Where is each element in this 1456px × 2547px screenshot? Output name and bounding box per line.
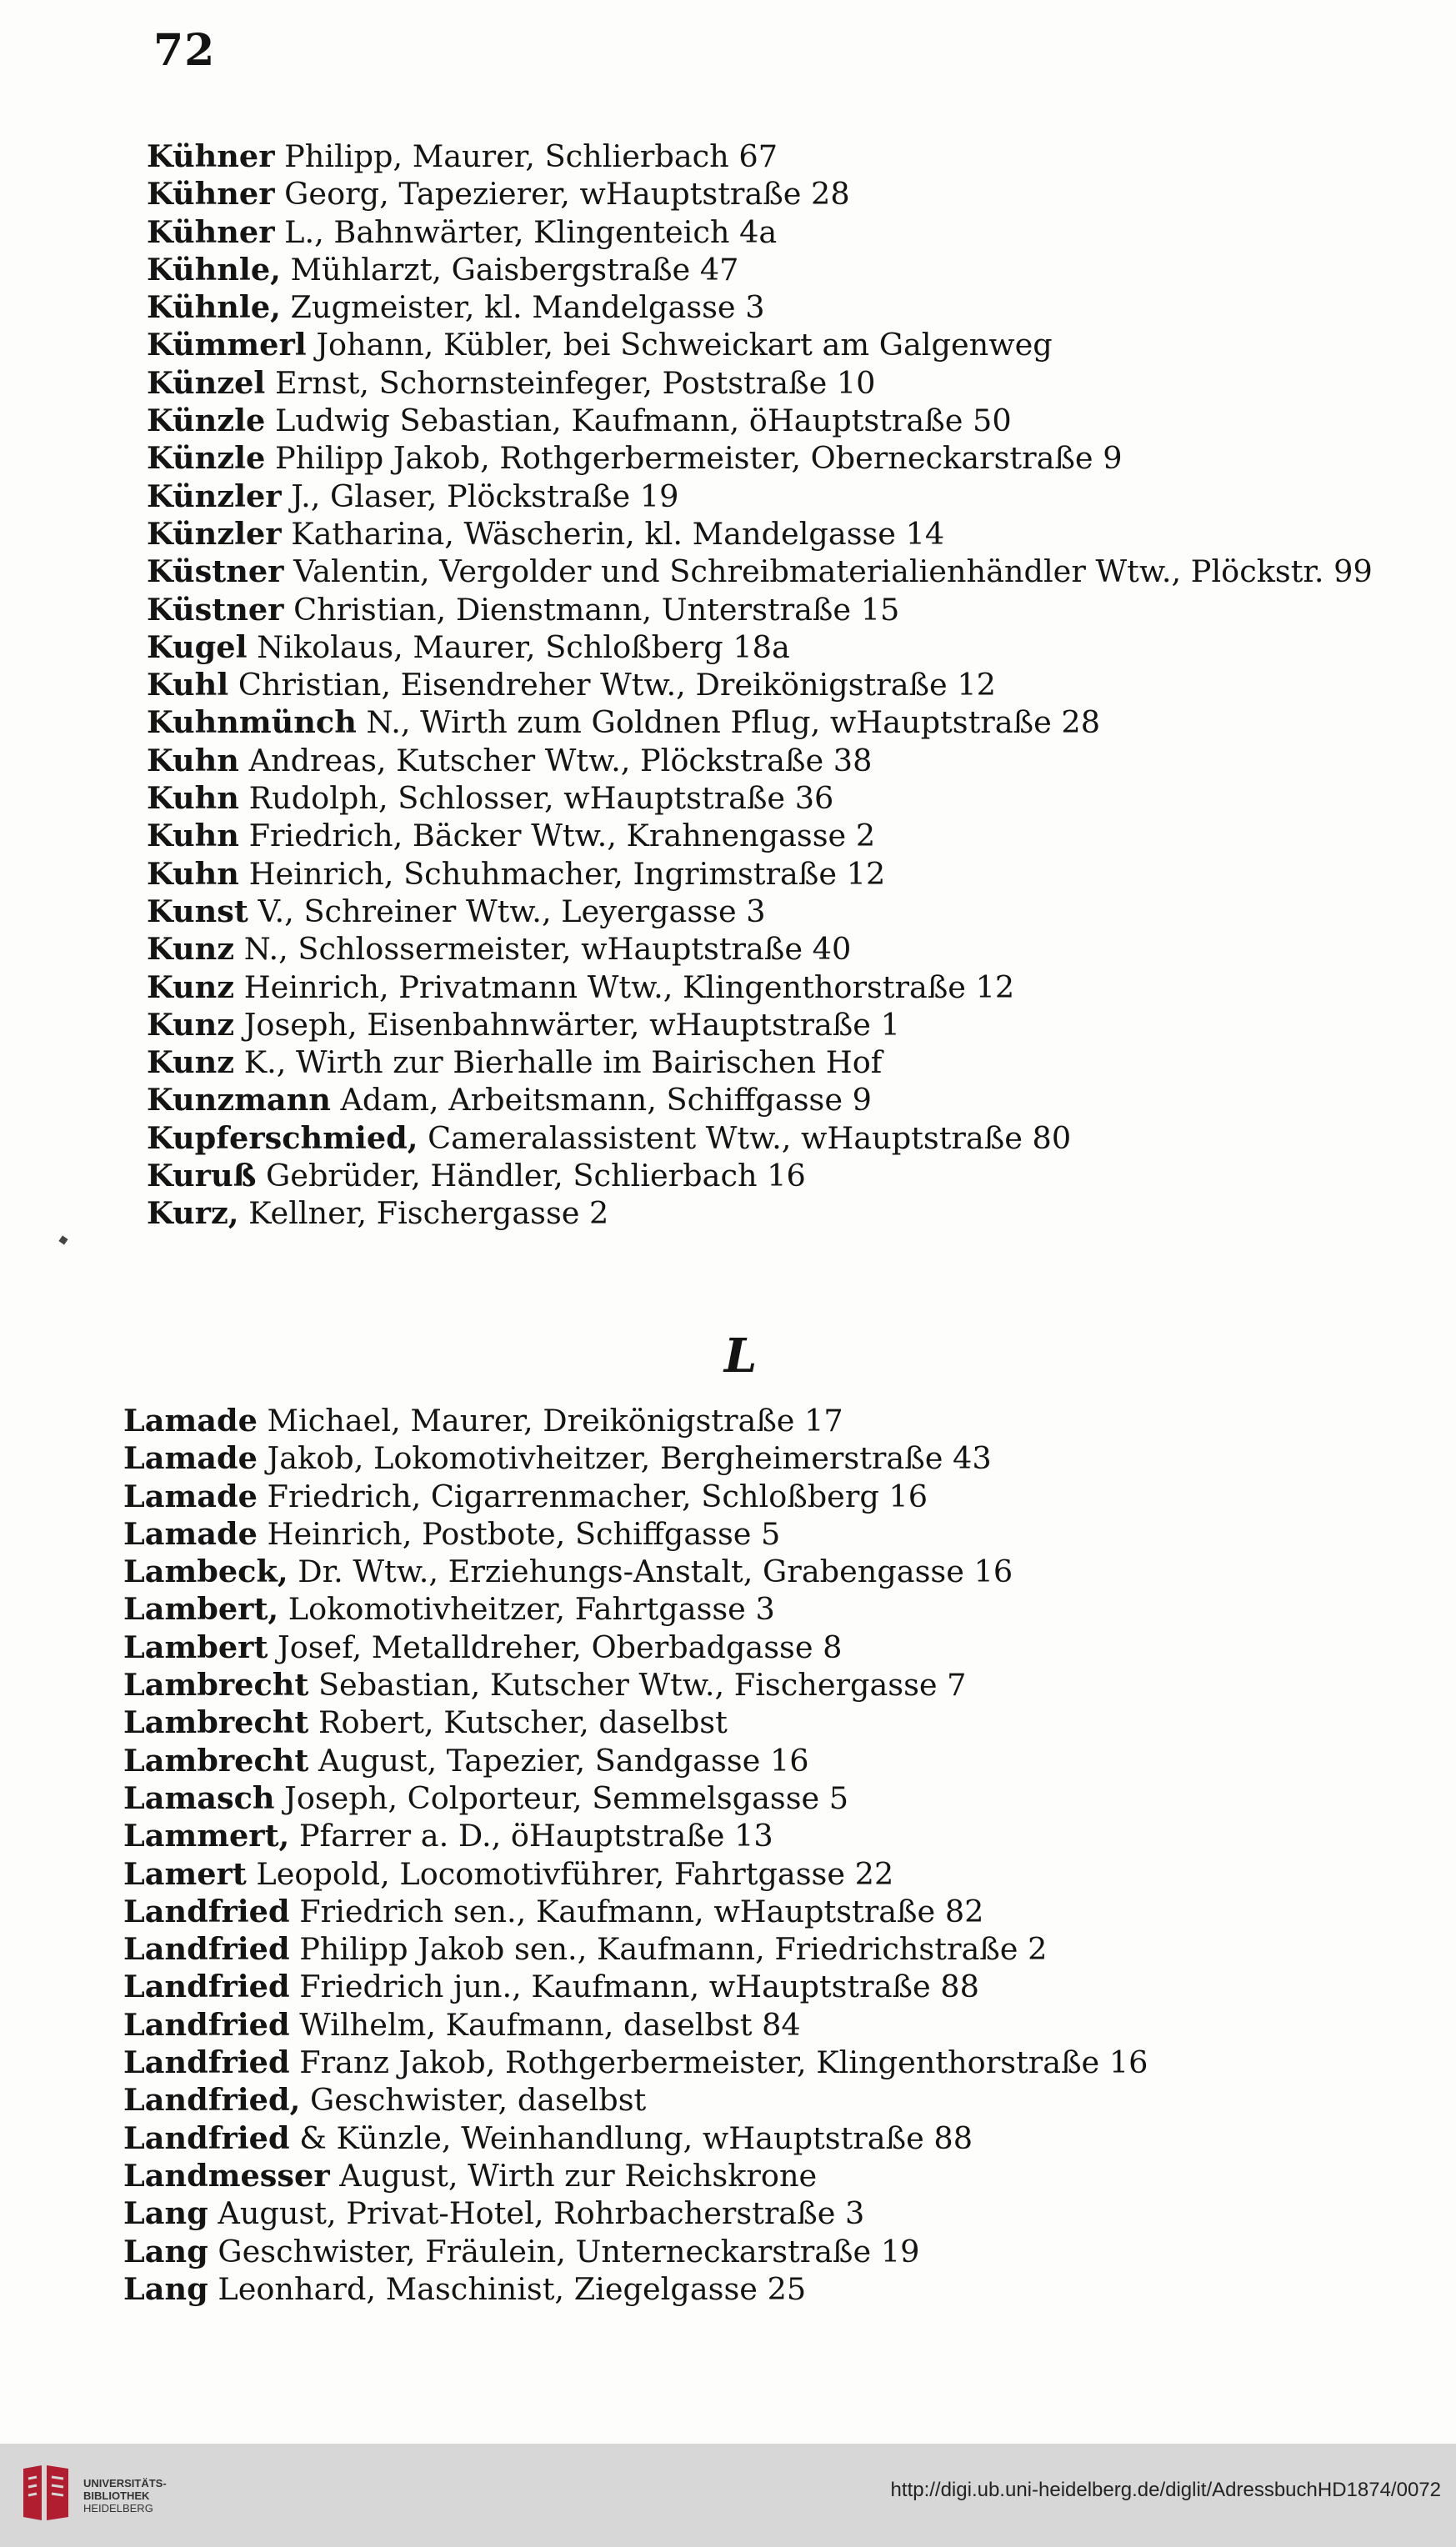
entry-surname: Kühner	[147, 138, 275, 174]
directory-entry	[0, 175, 1456, 213]
entry-details: V., Schreiner Wtw., Leyergasse 3	[248, 893, 766, 929]
directory-entry	[0, 591, 1456, 628]
entry-details: Katharina, Wäscherin, kl. Mandelgasse 14	[281, 515, 945, 552]
entry-details: Philipp Jakob sen., Kaufmann, Friedrichstraße 2	[289, 1931, 1048, 1968]
entry-details: Lokomotivheitzer, Fahrtgasse 3	[278, 1591, 775, 1628]
margin-mark	[58, 1235, 68, 1244]
entry-surname: Landfried	[123, 2119, 290, 2156]
permalink-url[interactable]: http://digi.ub.uni-heidelberg.de/diglit/AdressbuchHD1874/0072	[890, 2479, 1441, 2501]
directory-entry	[0, 666, 1456, 703]
entry-surname: Landmesser	[123, 2157, 330, 2194]
directory-entry	[0, 855, 1456, 893]
viewer-footer	[0, 2444, 1456, 2547]
entry-surname: Kuhnmünch	[147, 704, 357, 741]
entry-surname: Lamert	[123, 1855, 247, 1892]
entry-details: Valentin, Vergolder und Schreibmaterialienhändler Wtw., Plöckstr. 99	[283, 553, 1373, 590]
directory-entry	[0, 1817, 1456, 1854]
directory-entry	[0, 1930, 1456, 1968]
entry-surname: Kunz	[147, 931, 235, 968]
entry-details: Joseph, Colporteur, Semmelsgasse 5	[274, 1779, 849, 1816]
directory-entry	[0, 1043, 1456, 1081]
entry-details: Andreas, Kutscher Wtw., Plöckstraße 38	[238, 742, 873, 778]
entry-details: Heinrich, Schuhmacher, Ingrimstraße 12	[238, 855, 886, 892]
entry-details: Michael, Maurer, Dreikönigstraße 17	[257, 1403, 843, 1439]
directory-entry	[0, 1402, 1456, 1439]
entry-details: L., Bahnwärter, Klingenteich 4a	[274, 213, 778, 250]
entry-surname: Landfried	[123, 1893, 290, 1929]
entry-surname: Kuhl	[147, 667, 229, 703]
entry-details: Leopold, Locomotivführer, Fahrtgasse 22	[246, 1855, 894, 1892]
directory-entry	[0, 1666, 1456, 1704]
entry-surname: Lambert,	[123, 1591, 279, 1628]
entry-details: Johann, Kübler, bei Schweickart am Galgenweg	[306, 327, 1053, 363]
entry-details: Mühlarzt, Gaisbergstraße 47	[280, 251, 739, 288]
entry-details: Georg, Tapezierer, wHauptstraße 28	[274, 176, 850, 213]
entry-details: N., Schlossermeister, wHauptstraße 40	[234, 931, 852, 968]
entry-details: N., Wirth zum Goldnen Pflug, wHauptstraße 28	[356, 704, 1101, 741]
entry-surname: Landfried	[123, 2044, 290, 2081]
directory-entry	[0, 402, 1456, 439]
directory-entry	[0, 1704, 1456, 1741]
entry-details: Kellner, Fischergasse 2	[238, 1195, 609, 1232]
directory-entry	[0, 1478, 1456, 1515]
library-name-line3: HEIDELBERG	[83, 2502, 153, 2514]
entry-surname: Lamade	[123, 1440, 258, 1477]
entry-surname: Lang	[123, 2195, 208, 2232]
entry-surname: Lambert	[123, 1629, 268, 1665]
section-k-entries	[0, 138, 1456, 1233]
entry-details: Friedrich sen., Kaufmann, wHauptstraße 82	[289, 1893, 984, 1929]
directory-entry	[0, 2119, 1456, 2157]
entry-surname: Lambrecht	[123, 1742, 309, 1779]
directory-entry	[0, 2194, 1456, 2232]
entry-details: Friedrich, Cigarrenmacher, Schloßberg 16	[257, 1478, 928, 1514]
entry-surname: Kuhn	[147, 742, 239, 778]
entry-details: Ludwig Sebastian, Kaufmann, öHauptstraße 50	[265, 403, 1012, 439]
directory-entry	[0, 1553, 1456, 1590]
directory-entry	[0, 478, 1456, 515]
entry-surname: Lammert,	[123, 1818, 290, 1854]
entry-surname: Kuruß	[147, 1158, 257, 1194]
entry-details: Gebrüder, Händler, Schlierbach 16	[256, 1158, 806, 1194]
entry-surname: Lamade	[123, 1515, 258, 1552]
entry-surname: Lang	[123, 2233, 208, 2269]
entry-details: Jakob, Lokomotivheitzer, Bergheimerstraße 43	[257, 1440, 992, 1477]
directory-entry	[0, 515, 1456, 553]
entry-surname: Landfried	[123, 2006, 290, 2043]
directory-entry	[0, 553, 1456, 590]
directory-entry	[0, 1855, 1456, 1893]
page-number: 72	[153, 25, 216, 76]
entry-details: Joseph, Eisenbahnwärter, wHauptstraße 1	[234, 1006, 900, 1043]
university-logo-icon	[17, 2462, 75, 2525]
entry-details: Nikolaus, Maurer, Schloßberg 18a	[247, 628, 790, 665]
directory-entry	[0, 439, 1456, 477]
entry-details: Adam, Arbeitsmann, Schiffgasse 9	[330, 1082, 872, 1118]
directory-entry	[0, 1194, 1456, 1232]
entry-details: Rudolph, Schlosser, wHauptstraße 36	[238, 780, 834, 817]
directory-entry	[0, 213, 1456, 251]
directory-entry	[0, 817, 1456, 854]
directory-entry	[0, 1157, 1456, 1194]
entry-surname: Lambeck,	[123, 1554, 288, 1590]
entry-details: Franz Jakob, Rothgerbermeister, Klingenthorstraße 16	[289, 2044, 1148, 2081]
directory-entry	[0, 1006, 1456, 1043]
directory-entry	[0, 703, 1456, 741]
entry-details: August, Tapezier, Sandgasse 16	[308, 1742, 809, 1779]
entry-details: Christian, Dienstmann, Unterstraße 15	[283, 591, 900, 628]
directory-entry	[0, 1515, 1456, 1553]
entry-details: Geschwister, Fräulein, Unterneckarstraße 19	[208, 2233, 920, 2269]
library-name	[83, 2477, 167, 2514]
entry-details: Geschwister, daselbst	[300, 2082, 647, 2119]
section-letter-heading: L	[723, 1329, 758, 1384]
entry-surname: Lamade	[123, 1478, 258, 1514]
entry-details: J., Glaser, Plöckstraße 19	[281, 478, 679, 514]
directory-entry	[0, 1439, 1456, 1477]
directory-entry	[0, 1081, 1456, 1118]
entry-details: Wilhelm, Kaufmann, daselbst 84	[289, 2006, 801, 2043]
directory-entry	[0, 326, 1456, 363]
entry-details: Dr. Wtw., Erziehungs-Anstalt, Grabengasse 16	[288, 1554, 1013, 1590]
section-l-entries	[0, 1310, 1456, 2308]
entry-surname: Kühnle,	[147, 251, 281, 288]
directory-entry	[0, 364, 1456, 402]
directory-entry	[0, 893, 1456, 930]
entry-surname: Kupferschmied,	[147, 1119, 418, 1156]
entry-details: Friedrich, Bäcker Wtw., Krahnengasse 2	[238, 818, 876, 854]
entry-details: Heinrich, Privatmann Wtw., Klingenthorstraße 12	[234, 968, 1015, 1005]
directory-entry	[0, 2044, 1456, 2081]
directory-entry	[0, 2270, 1456, 2308]
entry-surname: Kuhn	[147, 855, 239, 892]
entry-details: Cameralassistent Wtw., wHauptstraße 80	[418, 1119, 1072, 1156]
entry-surname: Künzler	[147, 478, 282, 514]
directory-entry	[0, 1968, 1456, 2005]
directory-entry	[0, 2157, 1456, 2194]
entry-details: Christian, Eisendreher Wtw., Dreikönigstraße 12	[228, 667, 996, 703]
entry-surname: Landfried,	[123, 2082, 301, 2119]
directory-entry	[0, 1779, 1456, 1817]
entry-surname: Kühnle,	[147, 289, 281, 326]
entry-surname: Kuhn	[147, 780, 239, 817]
entry-surname: Lambrecht	[123, 1667, 309, 1704]
entry-surname: Kunz	[147, 1006, 235, 1043]
entry-details: Ernst, Schornsteinfeger, Poststraße 10	[265, 364, 876, 401]
directory-entry	[0, 968, 1456, 1006]
directory-entry	[0, 251, 1456, 288]
entry-surname: Kümmerl	[147, 327, 307, 363]
entry-surname: Lambrecht	[123, 1704, 309, 1741]
entry-details: Heinrich, Postbote, Schiffgasse 5	[257, 1515, 781, 1552]
directory-entry	[0, 742, 1456, 779]
directory-entry	[0, 138, 1456, 175]
entry-surname: Kugel	[147, 628, 248, 665]
entry-surname: Lang	[123, 2270, 208, 2307]
entry-details: Josef, Metalldreher, Oberbadgasse 8	[268, 1629, 843, 1665]
entry-surname: Kühner	[147, 176, 275, 213]
entry-details: Pfarrer a. D., öHauptstraße 13	[289, 1818, 773, 1854]
entry-surname: Künzle	[147, 440, 266, 477]
entry-surname: Lamasch	[123, 1779, 275, 1816]
entry-surname: Kühner	[147, 213, 275, 250]
entry-surname: Landfried	[123, 1931, 290, 1968]
directory-entry	[0, 1742, 1456, 1779]
directory-entry	[0, 2081, 1456, 2119]
entry-surname: Kuhn	[147, 818, 239, 854]
directory-entry	[0, 1893, 1456, 1930]
entry-surname: Küstner	[147, 553, 284, 590]
directory-entry	[0, 1629, 1456, 1666]
directory-entry	[0, 930, 1456, 968]
entry-details: Leonhard, Maschinist, Ziegelgasse 25	[208, 2270, 807, 2307]
entry-surname: Künzler	[147, 515, 282, 552]
entry-surname: Küstner	[147, 591, 284, 628]
entry-details: Philipp, Maurer, Schlierbach 67	[274, 138, 778, 174]
directory-entry	[0, 779, 1456, 817]
entry-surname: Lamade	[123, 1403, 258, 1439]
entry-surname: Kurz,	[147, 1195, 239, 1232]
entry-details: K., Wirth zur Bierhalle im Bairischen Hof	[234, 1044, 883, 1081]
entry-details: August, Wirth zur Reichskrone	[329, 2157, 818, 2194]
entry-details: Robert, Kutscher, daselbst	[308, 1704, 728, 1741]
library-name-line1: UNIVERSITÄTS-	[83, 2477, 167, 2489]
directory-entry	[0, 2233, 1456, 2270]
entry-details: Philipp Jakob, Rothgerbermeister, Oberneckarstraße 9	[265, 440, 1123, 477]
directory-entry	[0, 2006, 1456, 2044]
entry-surname: Künzle	[147, 403, 266, 439]
entry-details: August, Privat-Hotel, Rohrbacherstraße 3	[208, 2195, 865, 2232]
entry-surname: Kunz	[147, 1044, 235, 1081]
entry-details: Friedrich jun., Kaufmann, wHauptstraße 88	[289, 1969, 979, 2005]
entry-surname: Künzel	[147, 364, 266, 401]
entry-surname: Kunz	[147, 968, 235, 1005]
library-name-line2: BIBLIOTHEK	[83, 2489, 150, 2502]
entry-details: Sebastian, Kutscher Wtw., Fischergasse 7	[308, 1667, 967, 1704]
entry-details: Zugmeister, kl. Mandelgasse 3	[280, 289, 765, 326]
entry-surname: Landfried	[123, 1969, 290, 2005]
directory-entry	[0, 1590, 1456, 1628]
directory-entry	[0, 288, 1456, 326]
directory-entry	[0, 628, 1456, 666]
directory-entry	[0, 1119, 1456, 1157]
entry-details: & Künzle, Weinhandlung, wHauptstraße 88	[289, 2119, 973, 2156]
entry-surname: Kunzmann	[147, 1082, 331, 1118]
entry-surname: Kunst	[147, 893, 248, 929]
